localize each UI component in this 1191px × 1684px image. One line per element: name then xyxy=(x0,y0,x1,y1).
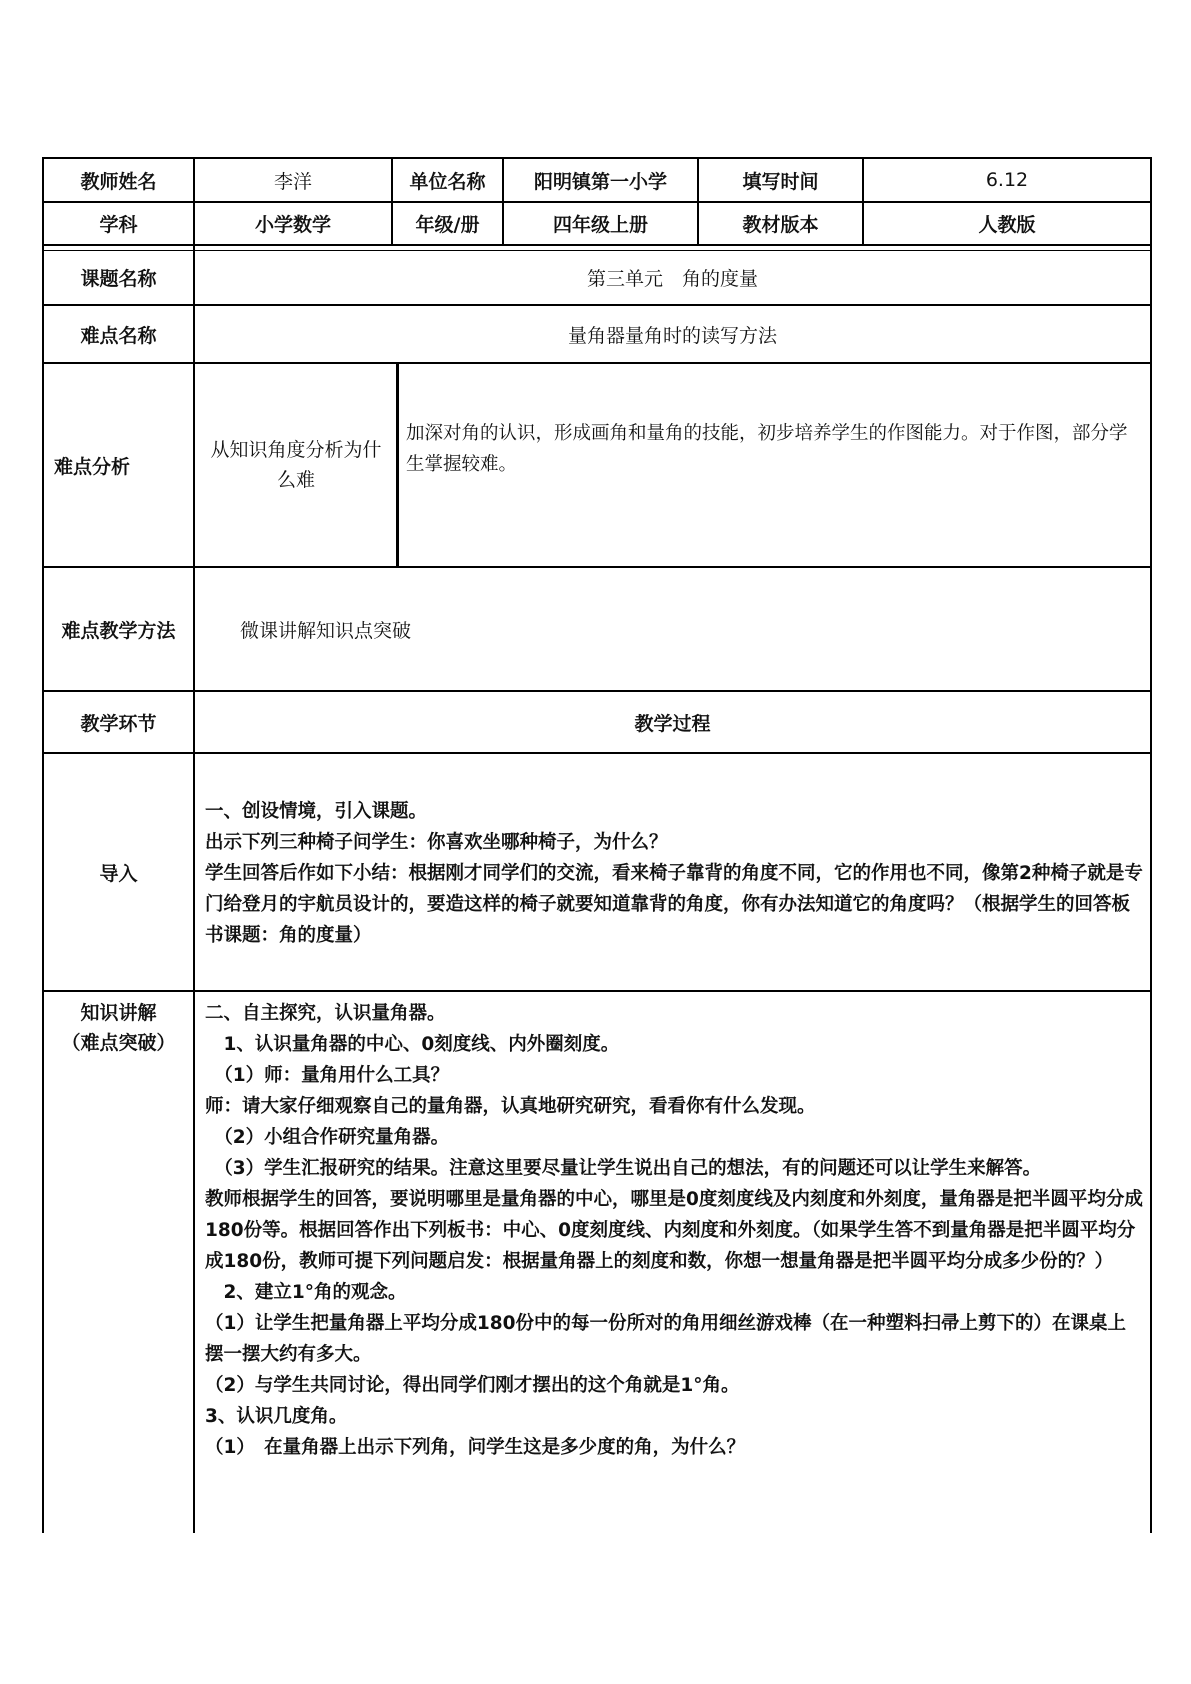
knowledge-line: （2）与学生共同讨论，得出同学们刚才摆出的这个角就是1°角。 xyxy=(205,1375,740,1396)
knowledge-line: 教师根据学生的回答，要说明哪里是量角器的中心，哪里是0度刻度线及内刻度和外刻度，量角器是把半圆平均分成180份等。根据回答作出下列板书：中心、0度刻度线、内刻度和外刻度。（如果学生答不到量角器是把半圆平均分成180份，教师可提下列问题启发：根据量角器上的刻度和数，你想一想量角器是把半圆平均分成多少份的？） xyxy=(205,1189,1143,1272)
analysis-label: 难点分析 xyxy=(54,455,131,478)
fill-date-label: 填写时间 xyxy=(742,170,819,193)
knowledge-line: 师：请大家仔细观察自己的量角器，认真地研究研究，看看你有什么发现。 xyxy=(205,1096,816,1117)
knowledge-label-line2: （难点突破） xyxy=(61,1032,176,1054)
teacher-name-value: 李洋 xyxy=(273,170,312,193)
knowledge-line: 二、自主探究，认识量角器。 xyxy=(205,1003,446,1024)
edition-label: 教材版本 xyxy=(742,214,819,236)
analysis-sub-label: 从知识角度分析为什么难 xyxy=(210,439,382,491)
row-divider xyxy=(42,990,1152,992)
topic-value: 第三单元 角的度量 xyxy=(586,268,758,290)
intro-line: 学生回答后作如下小结：根据刚才同学们的交流，看来椅子靠背的角度不同，它的作用也不同，像第2种椅子就是专门给登月的宇航员设计的，要造这样的椅子就要知道靠背的角度，你有办法知道它的角度吗？（根据学生的回答板书课题：角的度量） xyxy=(205,863,1143,946)
row-divider xyxy=(42,752,1152,754)
analysis-content-text: 加深对角的认识，形成画角和量角的技能，初步培养学生的作图能力。对于作图，部分学生掌握较难。 xyxy=(406,423,1128,475)
unit-name-label: 单位名称 xyxy=(409,170,486,193)
unit-name-value: 阳明镇第一小学 xyxy=(533,170,667,193)
difficulty-label: 难点名称 xyxy=(80,324,157,347)
knowledge-line: （1） 在量角器上出示下列角，问学生这是多少度的角，为什么？ xyxy=(205,1437,746,1458)
knowledge-line: 1、认识量角器的中心、0刻度线、内外圈刻度。 xyxy=(205,1034,620,1055)
knowledge-line: （1）让学生把量角器上平均分成180份中的每一份所对的角用细丝游戏棒（在一种塑料扫帚上剪下的）在课桌上摆一摆大约有多大。 xyxy=(205,1313,1126,1365)
edition-value: 人教版 xyxy=(978,214,1036,236)
knowledge-line: （1）师：量角用什么工具？ xyxy=(205,1065,450,1086)
knowledge-line: （3）学生汇报研究的结果。注意这里要尽量让学生说出自己的想法，有的问题还可以让学生来解答。 xyxy=(205,1158,1042,1179)
row-divider xyxy=(42,244,1152,246)
teacher-name-label: 教师姓名 xyxy=(80,170,157,193)
process-section-label: 教学环节 xyxy=(80,712,157,735)
intro-line: 出示下列三种椅子问学生：你喜欢坐哪种椅子，为什么？ xyxy=(205,832,668,853)
intro-content xyxy=(205,796,1143,951)
method-label: 难点教学方法 xyxy=(61,619,176,642)
subject-label: 学科 xyxy=(99,214,138,236)
grade-value: 四年级上册 xyxy=(552,214,648,236)
analysis-content xyxy=(406,418,1142,480)
knowledge-label xyxy=(44,998,193,1060)
intro-line: 一、创设情境，引入课题。 xyxy=(205,801,428,822)
subject-value: 小学数学 xyxy=(254,214,331,236)
method-value: 微课讲解知识点突破 xyxy=(240,619,412,642)
intro-label: 导入 xyxy=(99,862,138,885)
process-title: 教学过程 xyxy=(634,712,711,735)
difficulty-value: 量角器量角时的读写方法 xyxy=(567,324,777,347)
topic-label: 课题名称 xyxy=(80,268,157,290)
knowledge-line: 2、建立1°角的观念。 xyxy=(205,1282,407,1303)
knowledge-line: （2）小组合作研究量角器。 xyxy=(205,1127,450,1148)
grade-label: 年级/册 xyxy=(415,214,480,236)
knowledge-content xyxy=(205,998,1143,1463)
knowledge-label-line1: 知识讲解 xyxy=(80,1002,157,1024)
analysis-column-divider xyxy=(396,362,399,568)
fill-date-value: 6.12 xyxy=(985,169,1029,191)
knowledge-line: 3、认识几度角。 xyxy=(205,1406,348,1427)
